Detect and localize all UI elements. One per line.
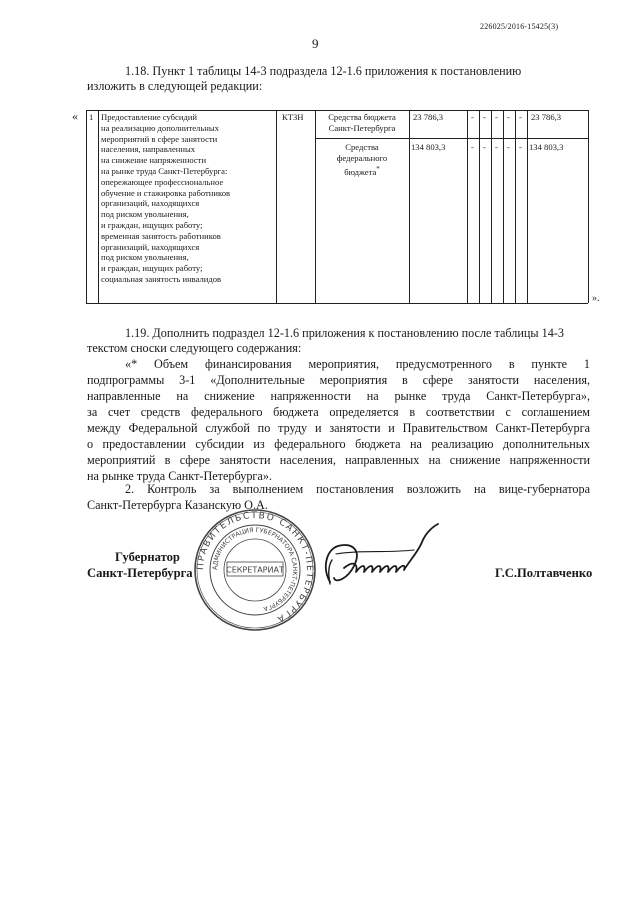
footnote-line-last: на рынке труда Санкт-Петербурга».: [87, 469, 272, 483]
signatory-title-line1: Губернатор: [115, 550, 180, 564]
year-cell: -: [483, 142, 486, 152]
handwritten-signature: [318, 520, 443, 595]
footnote-line: за счет средств федерального бюджета определяется в соответствии с соглашением: [87, 405, 590, 419]
item-2-line1: 2. Контроль за выполнением постановления возложить на вице-губернатора: [125, 482, 590, 496]
seal-inner-text: АДМИНИСТРАЦИЯ ГУБЕРНАТОРА САНКТ-ПЕТЕРБУРГА: [211, 526, 299, 612]
footnote-line: подпрограммы 3-1 «Дополнительные мероприятия в сфере занятости населения,: [87, 373, 590, 387]
item-1-18-line2: изложить в следующей редакции:: [87, 79, 263, 93]
year-cell: -: [507, 142, 510, 152]
year-cell: -: [471, 112, 474, 122]
item-1-18-line1: 1.18. Пункт 1 таблицы 14-3 подраздела 12-1.6 приложения к постановлению: [125, 64, 522, 78]
row-number: 1: [89, 112, 94, 122]
year-cell: -: [471, 142, 474, 152]
executor-cell: КТЗН: [282, 112, 304, 122]
description-cell: Предоставление субсидий на реализацию дополнительных мероприятий в сфере занятости населения, направленных на снижение напряженности на рынке труда Санкт-Петербурга: опережающее профессиональное обучение и стажировка работников организаций, находящихся под риском увольнения, и граждан, ищущих работу; временная занятость работников организаций, находящихся под риском увольнения, и граждан, ищущих работу; социальная занятость инвалидов: [101, 112, 231, 284]
source-cell-regional: Средства бюджета Санкт-Петербурга: [328, 112, 396, 133]
item-1-19-line1: 1.19. Дополнить подраздел 12-1.6 приложения к постановлению после таблицы 14-3: [125, 326, 564, 340]
signatory-name: Г.С.Полтавченко: [495, 566, 593, 580]
total-cell: 23 786,3: [413, 112, 444, 122]
footnote-line: между Федеральной службой по труду и занятости и Правительством Санкт-Петербурга: [87, 421, 590, 435]
footnote-line: о предоставлении субсидии из федерального бюджета на реализацию дополнительных: [87, 437, 590, 451]
signatory-title-line2: Санкт-Петербурга: [87, 566, 193, 580]
year-cell: -: [483, 112, 486, 122]
seal-center-text: СЕКРЕТАРИАТ: [226, 565, 284, 575]
footnote-mark: *: [376, 164, 380, 173]
footnote-line: мероприятий в сфере занятости населения, направленных на снижение напряженности: [87, 453, 590, 467]
last-year-cell: 134 803,3: [529, 142, 564, 152]
official-seal-stamp: [190, 505, 320, 635]
page-number: 9: [312, 36, 319, 51]
year-cell: -: [495, 112, 498, 122]
footnote-line: «* Объем финансирования мероприятия, предусмотренного в пункте 1: [125, 357, 590, 371]
close-quote: ».: [592, 293, 600, 304]
footnote-line: направленные на снижение напряженности на рынке труда Санкт-Петербурга»,: [87, 389, 590, 403]
item-2-line2: Санкт-Петербурга Казанскую О.А.: [87, 498, 268, 512]
year-cell: -: [519, 112, 522, 122]
source-cell-federal: Средства федерального бюджета*: [336, 142, 388, 177]
total-cell: 134 803,3: [411, 142, 446, 152]
item-1-19-line2: текстом сноски следующего содержания:: [87, 341, 302, 355]
document-number: 226025/2016-15425(3): [480, 22, 559, 31]
year-cell: -: [495, 142, 498, 152]
year-cell: -: [507, 112, 510, 122]
last-year-cell: 23 786,3: [531, 112, 562, 122]
year-cell: -: [519, 142, 522, 152]
open-quote: «: [72, 109, 78, 123]
seal-outer-text: ПРАВИТЕЛЬСТВО САНКТ-ПЕТЕРБУРГА: [195, 510, 315, 625]
finance-table: [86, 110, 588, 303]
